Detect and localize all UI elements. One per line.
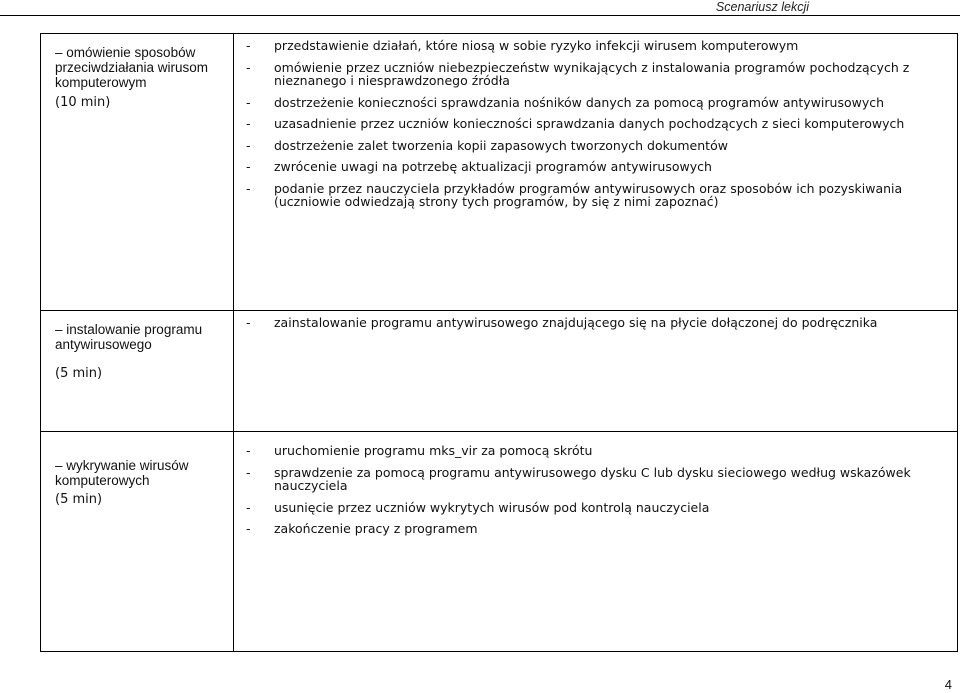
task-text: sprawdzenie za pomocą programu antywirusowego dysku C lub dysku sieciowego według wskazówek nauczyciela (274, 464, 911, 493)
topic-duration: (10 min) (55, 95, 111, 110)
list-item (246, 466, 943, 493)
table-row (41, 311, 958, 432)
task-text: omówienie przez uczniów niebezpieczeństw wynikających z instalowania programów pochodzących z nieznanego i niesprawdzonego źródła (274, 59, 910, 88)
task-text: przedstawienie działań, które niosą w sobie ryzyko infekcji wirusem komputerowym (274, 38, 799, 53)
bullet-dash: - (246, 315, 251, 330)
topic-title: – omówienie sposobów przeciwdziałania wirusom komputerowym (55, 45, 209, 90)
list-item (246, 96, 943, 110)
task-text: dostrzeżenie zalet tworzenia kopii zapasowych tworzonych dokumentów (274, 137, 728, 153)
bullet-dash: - (246, 116, 251, 131)
topic-block (55, 458, 225, 507)
bullet-dash: - (246, 521, 251, 536)
task-text: zwrócenie uwagi na potrzebę aktualizacji programów antywirusowych (274, 159, 712, 174)
list-item (246, 501, 943, 515)
lesson-plan-table (40, 33, 958, 652)
tasks-cell (234, 34, 958, 311)
bullet-dash: - (246, 443, 251, 458)
topic-cell (41, 432, 234, 652)
list-item (246, 444, 943, 458)
document-header-label: Scenariusz lekcji (715, 0, 809, 14)
list-item (246, 39, 943, 53)
list-item (246, 182, 943, 209)
bullet-dash: - (246, 464, 251, 480)
table-row (41, 432, 958, 652)
list-item (246, 117, 943, 131)
bullet-dash: - (246, 180, 251, 196)
bullet-dash: - (246, 59, 251, 75)
task-text: podanie przez nauczyciela przykładów programów antywirusowych oraz sposobów ich pozyskiwania (uczniowie odwiedzają strony tych programów, by się z nimi zapoznać) (274, 180, 903, 209)
task-list (246, 444, 943, 536)
task-list (246, 39, 943, 209)
list-item (246, 316, 943, 330)
topic-cell (41, 34, 234, 311)
bullet-dash: - (246, 159, 251, 174)
topic-block (55, 45, 225, 110)
task-text: zainstalowanie programu antywirusowego znajdującego się na płycie dołączonej do podręcznika (274, 315, 878, 330)
bullet-dash: - (246, 499, 251, 515)
bullet-dash: - (246, 94, 251, 110)
task-text: uzasadnienie przez uczniów konieczności sprawdzania danych pochodzących z sieci komputerowych (274, 116, 905, 131)
list-item (246, 61, 943, 88)
tasks-cell (234, 432, 958, 652)
topic-block (55, 322, 225, 381)
list-item (246, 522, 943, 536)
task-list (246, 316, 943, 330)
bullet-dash: - (246, 137, 251, 153)
task-text: usunięcie przez uczniów wykrytych wirusów pod kontrolą nauczyciela (274, 499, 710, 515)
bullet-dash: - (246, 38, 251, 53)
task-text: uruchomienie programu mks_vir za pomocą skrótu (274, 443, 593, 458)
topic-cell (41, 311, 234, 432)
task-text: zakończenie pracy z programem (274, 521, 478, 536)
list-item (246, 160, 943, 174)
tasks-cell (234, 311, 958, 432)
table-row (41, 34, 958, 311)
topic-title: – wykrywanie wirusów komputerowych (55, 458, 189, 488)
list-item (246, 139, 943, 153)
header-divider (0, 15, 960, 16)
topic-duration: (5 min) (55, 492, 103, 507)
topic-duration: (5 min) (55, 366, 103, 381)
topic-title: – instalowanie programu antywirusowego (55, 322, 203, 352)
task-text: dostrzeżenie konieczności sprawdzania nośników danych za pomocą programów antywirusowych (274, 94, 885, 110)
page-number: 4 (944, 677, 952, 692)
